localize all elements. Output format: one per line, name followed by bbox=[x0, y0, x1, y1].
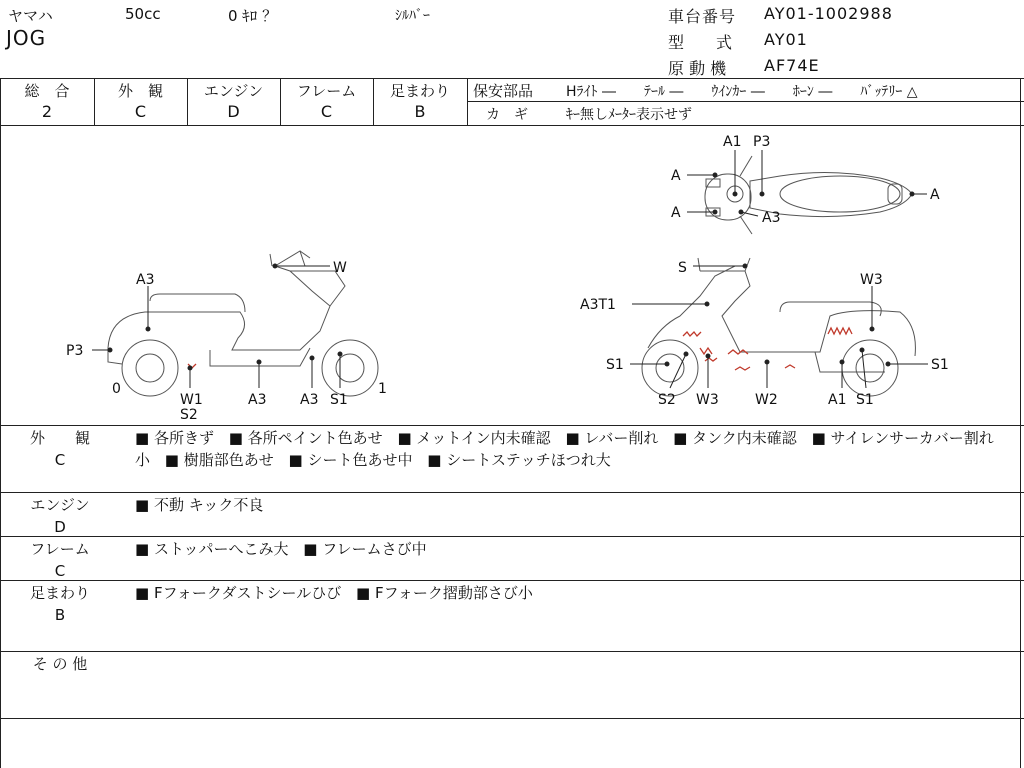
finding-item: ■ フレームさび中 bbox=[303, 540, 427, 558]
grade-exterior-value: C bbox=[134, 102, 147, 121]
section-title: そ の 他 bbox=[32, 655, 88, 673]
divider bbox=[0, 492, 1024, 493]
divider bbox=[0, 580, 1024, 581]
label-a3-top: A3 bbox=[762, 210, 781, 226]
maker: ヤマハ bbox=[8, 7, 53, 25]
section-title: 外 観 bbox=[29, 429, 90, 447]
section-grade: D bbox=[54, 518, 66, 536]
label-s1-r-right: S1 bbox=[931, 357, 949, 373]
mileage: 0 ｷﾛ ？ bbox=[228, 7, 278, 25]
section-other-label bbox=[15, 653, 105, 675]
key-value: ｷｰ無しﾒｰﾀｰ表示せず bbox=[566, 107, 692, 123]
engine-label: 原 動 機 bbox=[668, 59, 727, 78]
displacement: 50cc bbox=[125, 5, 161, 23]
finding-item: ■ シートステッチほつれ大 bbox=[427, 451, 611, 469]
finding-item: ■ サイレンサーカバー割れ小 bbox=[135, 429, 994, 469]
finding-item: ■ タンク内未確認 bbox=[673, 429, 797, 447]
label-a-bl: A bbox=[671, 205, 681, 221]
grade-exterior-label: 外 観 bbox=[117, 82, 163, 100]
label-one: 1 bbox=[378, 381, 387, 397]
section-frame-items bbox=[135, 538, 1010, 560]
grade-frame-value: C bbox=[320, 102, 333, 121]
label-s-right: S bbox=[678, 260, 687, 276]
chassis-value: AY01-1002988 bbox=[764, 4, 893, 23]
finding-item: ■ Fフォーク摺動部さび小 bbox=[356, 584, 533, 602]
label-a-r: A bbox=[930, 187, 940, 203]
section-engine-label bbox=[15, 494, 105, 538]
finding-item: ■ メットイン内未確認 bbox=[397, 429, 551, 447]
divider bbox=[0, 78, 1024, 79]
label-w1: W1 bbox=[180, 392, 203, 408]
label-a3t1: A3T1 bbox=[580, 297, 616, 313]
section-frame-label bbox=[15, 538, 105, 582]
label-s2-left: S2 bbox=[180, 407, 198, 423]
grade-overall-label: 総 合 bbox=[24, 82, 70, 100]
key-label: カ ギ bbox=[486, 107, 528, 123]
section-exterior-items bbox=[135, 427, 1010, 471]
damage-diagram bbox=[0, 126, 1024, 426]
label-p3-left: P3 bbox=[66, 343, 84, 359]
finding-item: ■ シート色あせ中 bbox=[288, 451, 413, 469]
divider bbox=[0, 651, 1024, 652]
divider bbox=[467, 78, 468, 125]
section-exterior-label bbox=[15, 427, 105, 471]
label-a3-left: A3 bbox=[136, 272, 155, 288]
finding-item: ■ 各所きず bbox=[135, 429, 214, 447]
label-a-tl: A bbox=[671, 168, 681, 184]
label-a3-b2: A3 bbox=[300, 392, 319, 408]
safety-label: 保安部品 bbox=[473, 82, 534, 100]
label-a1-top: A1 bbox=[723, 134, 742, 150]
label-p3-top: P3 bbox=[753, 134, 771, 150]
label-w3-bottom: W3 bbox=[696, 392, 719, 408]
model-name: JOG bbox=[6, 26, 47, 50]
section-engine-items bbox=[135, 494, 1010, 516]
section-title: 足まわり bbox=[29, 584, 90, 602]
divider bbox=[0, 718, 1024, 719]
label-s1-r-left: S1 bbox=[606, 357, 624, 373]
label-w2: W2 bbox=[755, 392, 778, 408]
grade-overall-value: 2 bbox=[41, 102, 53, 121]
color: ｼﾙﾊﾞｰ bbox=[395, 8, 430, 24]
label-w3-top: W3 bbox=[860, 272, 883, 288]
section-grade: C bbox=[54, 562, 66, 580]
finding-item: ■ レバー削れ bbox=[565, 429, 659, 447]
grade-suspension-value: B bbox=[414, 102, 426, 121]
divider bbox=[0, 536, 1024, 537]
section-grade: B bbox=[54, 606, 66, 624]
finding-item: ■ ストッパーへこみ大 bbox=[135, 540, 289, 558]
finding-item: ■ 不動 キック不良 bbox=[135, 496, 264, 514]
finding-item: ■ 各所ペイント色あせ bbox=[228, 429, 383, 447]
divider bbox=[467, 101, 1024, 102]
finding-item: ■ 樹脂部色あせ bbox=[164, 451, 274, 469]
label-a1-bottom: A1 bbox=[828, 392, 847, 408]
grade-suspension-label: 足まわり bbox=[389, 82, 450, 100]
section-title: エンジン bbox=[30, 496, 90, 514]
label-s1-left: S1 bbox=[330, 392, 348, 408]
divider bbox=[0, 425, 1024, 426]
label-s1-bottom: S1 bbox=[856, 392, 874, 408]
section-title: フレーム bbox=[30, 540, 90, 558]
damage-marks bbox=[188, 328, 852, 370]
chassis-label: 車台番号 bbox=[668, 7, 737, 26]
type-value: AY01 bbox=[764, 30, 808, 49]
label-s2-right: S2 bbox=[658, 392, 676, 408]
type-label: 型 式 bbox=[668, 33, 733, 52]
section-suspension-label bbox=[15, 582, 105, 626]
label-zero: 0 bbox=[112, 381, 121, 397]
safety-items: Hﾗｲﾄ ― ﾃｰﾙ ― ｳｲﾝｶｰ ― ﾎｰﾝ ― ﾊﾞｯﾃﾘｰ △ bbox=[566, 84, 918, 100]
label-w-left: W bbox=[333, 260, 347, 276]
grade-frame-label: フレーム bbox=[296, 82, 357, 100]
engine-value: AF74E bbox=[764, 56, 820, 75]
section-grade: C bbox=[54, 451, 66, 469]
grade-engine-label: エンジン bbox=[203, 82, 264, 100]
finding-item: ■ Fフォークダストシールひび bbox=[135, 584, 342, 602]
grade-engine-value: D bbox=[227, 102, 240, 121]
label-a3-b1: A3 bbox=[248, 392, 267, 408]
section-suspension-items bbox=[135, 582, 1010, 604]
